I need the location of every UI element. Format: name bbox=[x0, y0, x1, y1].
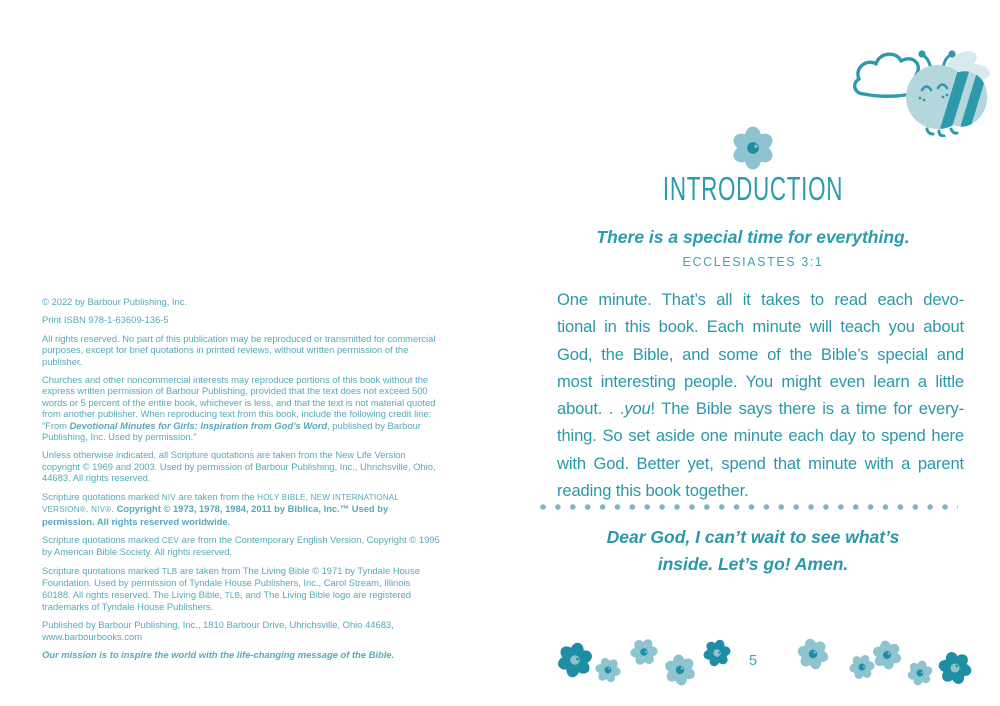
flower-icon bbox=[591, 653, 624, 686]
prayer-line: Dear God, I can’t wait to see what’s bbox=[606, 527, 900, 547]
devotional-body: One minute. That’s all it takes to read each devo- tional in this book. Each minute will teach you about God, the Bible, and some of the Bible’s special and most interesting people. You might even learn a little about. . .you! The Bible says there is a time for every- thing. So set aside one minute each day to spend here with God. Better yet, spend that minute with a parent reading this book together. bbox=[557, 290, 964, 501]
flower-icon bbox=[662, 652, 698, 688]
verse-reference: ECCLESIASTES 3:1 bbox=[682, 255, 824, 269]
bee-icon bbox=[893, 42, 993, 137]
chapter-title: INTRODUCTION bbox=[662, 170, 844, 207]
prayer-text bbox=[540, 524, 966, 578]
flower-icon bbox=[625, 633, 662, 670]
flower-icon bbox=[793, 634, 832, 673]
verse-text: There is a special time for everything. bbox=[596, 227, 910, 247]
flower-icon bbox=[731, 126, 775, 170]
flower-icon bbox=[934, 647, 977, 690]
prayer-line: inside. Let’s go! Amen. bbox=[657, 554, 849, 574]
dotted-separator bbox=[540, 504, 958, 510]
copyright-block: © 2022 by Barbour Publishing, Inc. Print ISBN 978-1-63609-136-5 All rights reserved. No part of this publication may be reproduced or transmitted for commercial purposes, except for brief quotations in printed reviews, without written permission of the publisher. Churches and other noncommercial interests may reproduce portions of this book without the express written permission of Barbour Publishing, provided that the text does not exceed 500 words or 5 percent of the entire book, whichever is less, and that the text is not material quoted from another publisher. When reproducing text from this book, include the following credit line: “From Devotional Minutes for Girls: Inspiration from God’s Word, published by Barbour Publishing, Inc. Used by permission.” Unless otherwise indicated, all Scripture quotations are taken from the New Life Version copyright © 1969 and 2003. Used by permission of Barbour Publishing, Inc., Uhrichsville, Ohio, 44683. All rights reserved. Scripture quotations marked NIV are taken from the HOLY BIBLE, NEW INTERNATIONAL VERSION®. NIV®. Copyright © 1973, 1978, 1984, 2011 by Biblica, Inc.™ Used by permission. All rights reserved worldwide. Scripture quotations marked CEV are from the Contemporary English Version, Copyright © 1995 by American Bible Society. All rights reserved. Scripture quotations marked TLB are taken from The Living Bible © 1971 by Tyndale House Foundation. Used by permission of Tyndale House Publishers, Inc., Carol Stream, Illinois 60188. All rights reserved. The Living Bible, TLB, and The Living Bible logo are registered trademarks of Tyndale House Publishers. Published by Barbour Publishing, Inc., 1810 Barbour Drive, Uhrichsville, Ohio 44683, www.barbourbooks.com Our mission is to inspire the world with the life-changing message of the Bible. bbox=[42, 296, 440, 661]
flower-icon bbox=[554, 639, 597, 682]
page-number: 5 bbox=[748, 652, 758, 669]
flower-icon bbox=[870, 638, 905, 673]
flower-icon bbox=[699, 635, 734, 670]
flower-icon bbox=[904, 657, 936, 689]
